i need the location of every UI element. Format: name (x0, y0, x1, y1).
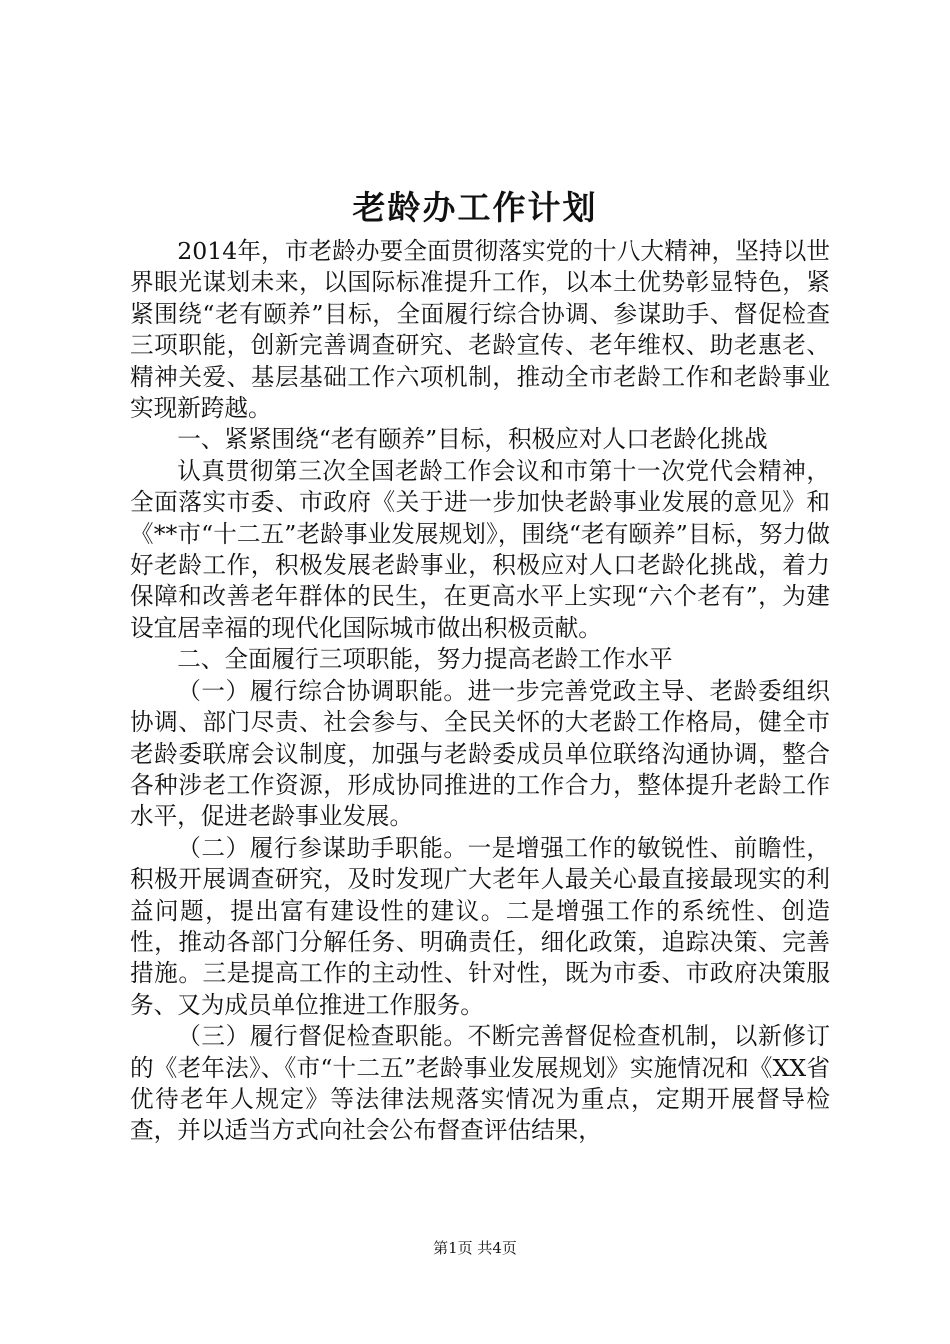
paragraph-intro: 2014年，市老龄办要全面贯彻落实党的十八大精神，坚持以世界眼光谋划未来，以国际标准提升工作，以本土优势彰显特色，紧紧围绕“老有颐养”目标，全面履行综合协调、参谋助手、督促检查三项职能，创新完善调查研究、老龄宣传、老年维权、助老惠老、精神关爱、基层基础工作六项机制，推动全市老龄工作和老龄事业实现新跨越。 (130, 237, 830, 423)
paragraph-item-1: （一）履行综合协调职能。进一步完善党政主导、老龄委组织协调、部门尽责、社会参与、全民关怀的大老龄工作格局，健全市老龄委联席会议制度，加强与老龄委成员单位联络沟通协调，整合各种涉老工作资源，形成协同推进的工作合力，整体提升老龄工作水平，促进老龄事业发展。 (130, 676, 830, 831)
document-title: 老龄办工作计划 (352, 188, 598, 227)
section-heading-1: 一、紧紧围绕“老有颐养”目标，积极应对人口老龄化挑战 (177, 425, 768, 454)
section-heading-2: 二、全面履行三项职能，努力提高老龄工作水平 (177, 645, 673, 674)
page-number: 第1页 共4页 (433, 1239, 517, 1257)
paragraph-item-2: （二）履行参谋助手职能。一是增强工作的敏锐性、前瞻性，积极开展调查研究，及时发现广大老年人最关心最直接最现实的利益问题，提出富有建设性的建议。二是增强工作的系统性、创造性，推动各部门分解任务、明确责任，细化政策，追踪决策、完善措施。三是提高工作的主动性、针对性，既为市委、市政府决策服务、又为成员单位推进工作服务。 (130, 833, 830, 1019)
paragraph-section-1: 认真贯彻第三次全国老龄工作会议和市第十一次党代会精神，全面落实市委、市政府《关于进一步加快老龄事业发展的意见》和《**市“十二五”老龄事业发展规划》，围绕“老有颐养”目标，努力做好老龄工作，积极发展老龄事业，积极应对人口老龄化挑战，着力保障和改善老年群体的民生，在更高水平上实现“六个老有”，为建设宜居幸福的现代化国际城市做出积极贡献。 (130, 456, 830, 642)
document-body (130, 236, 830, 1147)
paragraph-item-3: （三）履行督促检查职能。不断完善督促检查机制，以新修订的《老年法》、《市“十二五”老龄事业发展规划》实施情况和《XX省优待老年人规定》等法律法规落实情况为重点，定期开展督导检查，并以适当方式向社会公布督查评估结果， (130, 1022, 830, 1145)
